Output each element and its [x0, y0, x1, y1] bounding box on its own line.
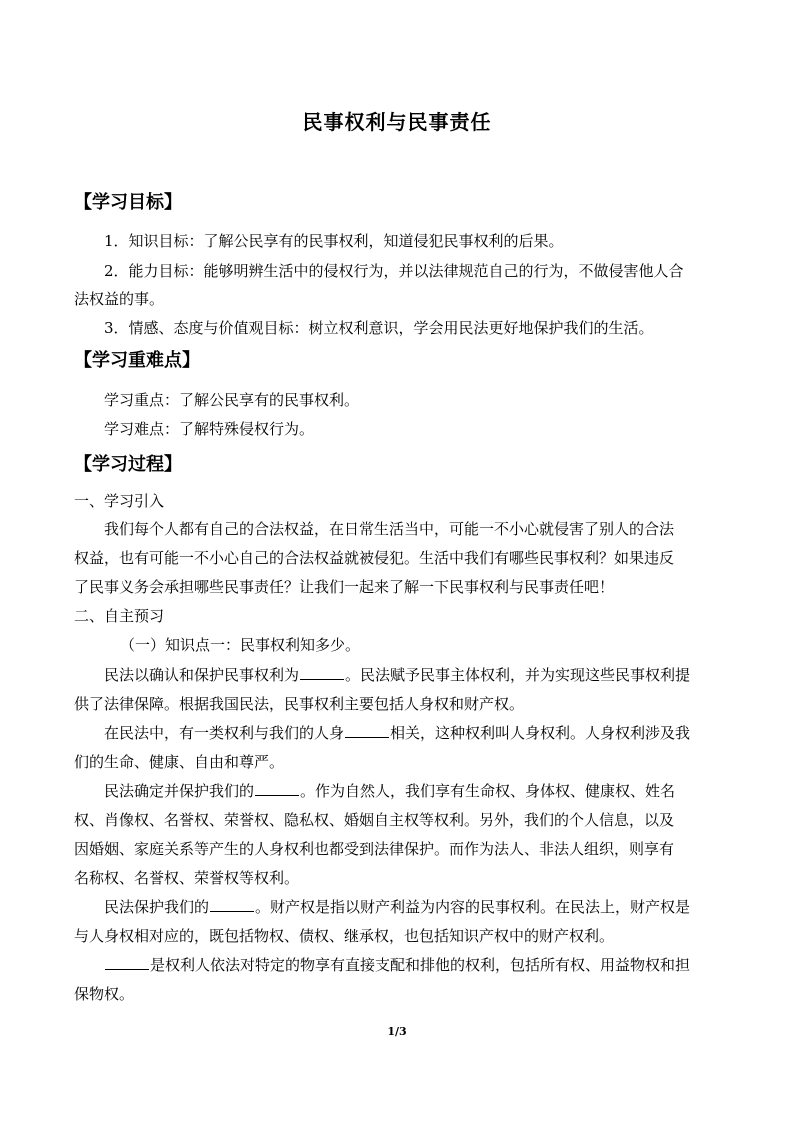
section-heading-process: 【学习过程】 [74, 454, 182, 475]
text: 民法确定并保护我们的 [104, 782, 255, 800]
paragraph-5-line-1 [104, 955, 690, 975]
page-number: 1/3 [387, 1025, 407, 1038]
goal-item-2: 2．能力目标：能够明辨生活中的侵权行为，并以法律规范自己的行为，不做侵害他人合 [104, 262, 684, 280]
knowledge-point-1: （一）知识点一：民事权利知多少。 [120, 636, 361, 654]
text: 。作为自然人，我们享有生命权、身体权、健康权、姓名 [300, 782, 676, 800]
paragraph-5-line-2: 保物权。 [74, 985, 135, 1003]
section-heading-key: 【学习重难点】 [74, 350, 200, 371]
intro-line-2: 权益，也有可能一不小心自己的合法权益就被侵犯。生活中我们有哪些民事权利？如果违反 [74, 549, 675, 567]
intro-line-1: 我们每个人都有自己的合法权益，在日常生活当中，可能一不小心就侵害了别人的合法 [104, 520, 675, 538]
paragraph-2-line-2: 们的生命、健康、自由和尊严。 [74, 753, 285, 771]
fill-blank [105, 955, 149, 970]
text: 民法保护我们的 [104, 898, 210, 916]
text: 。财产权是指以财产利益为内容的民事权利。在民法上，财产权是 [255, 898, 691, 916]
paragraph-4-line-1 [104, 897, 690, 917]
page-title: 民事权利与民事责任 [302, 110, 492, 134]
paragraph-3-line-3: 因婚姻、家庭关系等产生的人身权利也都受到法律保护。而作为法人、非法人组织，则享有 [74, 840, 675, 858]
paragraph-1-line-1 [104, 665, 690, 685]
part2-title: 二、自主预习 [74, 607, 165, 625]
paragraph-2-line-1 [104, 723, 690, 743]
section-heading-goals: 【学习目标】 [74, 192, 182, 213]
text: 在民法中，有一类权利与我们的人身 [104, 724, 345, 742]
fill-blank [345, 723, 389, 738]
paragraph-3-line-2: 权、肖像权、名誉权、荣誉权、隐私权、婚姻自主权等权利。另外，我们的个人信息，以及 [74, 811, 675, 829]
goal-item-3: 3．情感、态度与价值观目标：树立权利意识，学会用民法更好地保护我们的生活。 [104, 319, 654, 337]
paragraph-3-line-1 [104, 781, 675, 801]
key-difficulty: 学习难点：了解特殊侵权行为。 [104, 420, 315, 438]
key-focus: 学习重点：了解公民享有的民事权利。 [104, 391, 360, 409]
text: 相关，这种权利叫人身权利。人身权利涉及我 [390, 724, 691, 742]
fill-blank [300, 665, 344, 680]
paragraph-3-line-4: 名称权、名誉权、荣誉权等权利。 [74, 869, 300, 887]
intro-line-3: 了民事义务会承担哪些民事责任？让我们一起来了解一下民事权利与民事责任吧！ [74, 578, 615, 596]
text: 。民法赋予民事主体权利，并为实现这些民事权利提 [345, 666, 691, 684]
goal-item-1: 1．知识目标：了解公民享有的民事权利，知道侵犯民事权利的后果。 [104, 232, 564, 250]
goal-item-2-cont: 法权益的事。 [74, 290, 165, 308]
part1-title: 一、学习引入 [74, 492, 165, 510]
fill-blank [255, 781, 299, 796]
text: 是权利人依法对特定的物享有直接支配和排他的权利，包括所有权、用益物权和担 [150, 956, 691, 974]
fill-blank [210, 897, 254, 912]
paragraph-1-line-2: 供了法律保障。根据我国民法，民事权利主要包括人身权和财产权。 [74, 695, 525, 713]
text: 民法以确认和保护民事权利为 [104, 666, 300, 684]
paragraph-4-line-2: 与人身权相对应的，既包括物权、债权、继承权，也包括知识产权中的财产权利。 [74, 927, 615, 945]
